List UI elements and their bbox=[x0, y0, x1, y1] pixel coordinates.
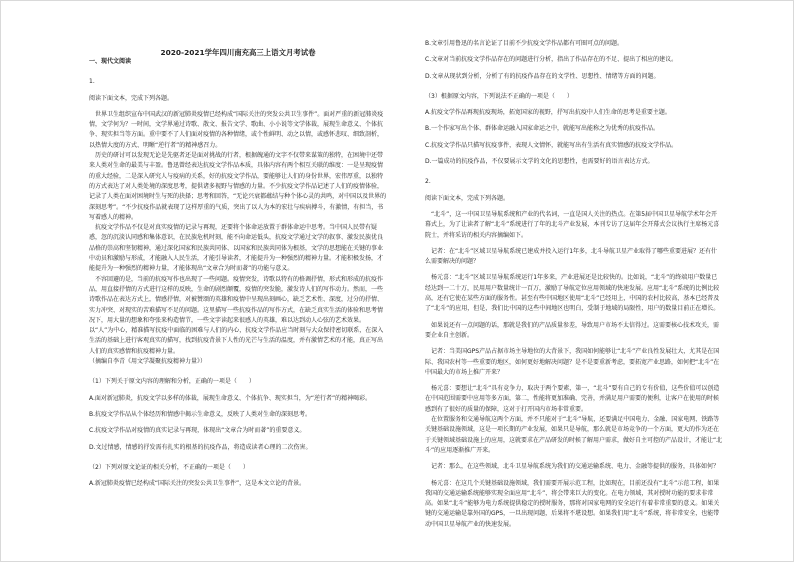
option-d: D.文过情感，情感的抒发需有扎实的根基的抗疫作品，将造成读者心理的二次伤害。 bbox=[89, 443, 312, 451]
option-a: A.抗疫文学作品再现抗疫现场，拓宽国家的视野，抒写出抗疫中人们生命的思考是重要主题。 bbox=[425, 109, 671, 117]
question-1-stem: （1）下列关于原文内容的理解和分析，正确的一项是（ ） bbox=[89, 378, 255, 386]
right-column bbox=[425, 39, 723, 530]
option-c: C.文章对当前抗疫文学作品存在的问题进行分析，指出了作品存在的不足、提出了相应的建议。 bbox=[425, 56, 678, 64]
passage-paragraph: 记者：在“北斗”区域卫星导航系统已建成并投入运行1年多，北斗导航卫星产业取得了哪些重要进展？还有什么需要解决的问题？ bbox=[425, 247, 718, 266]
passage-paragraph: 杨元喜：要想让“北斗”具有竞争力，取决于两个要素，第一，“北斗”要有自己的专有价值，这些价值可以创造在中国范围需要中应用等多方面，第二，性能将更加准确、完善，并满足用户需要的便利，让客户在使用的时候感到有了很好的质量的保障，这对于打开国内市场非常重要。 bbox=[425, 385, 720, 413]
option-a: A.新冠肺炎疫情已经构成“国际关注的突发公共卫生事件”，这是本文立论的背景。 bbox=[89, 480, 306, 488]
left-column bbox=[89, 39, 387, 489]
option-b: B.一个作家写出个体、群体命运融入国家命运之中，就能写出能称之为优秀的抗疫作品。 bbox=[425, 125, 660, 133]
passage-paragraph: 历史的研讨可以发现无论是先驱者还是面对挑战的行者，根据魄通的文字不仅带来谋策的独特，在困境中还带来人类对生命的最美与丰盈。鲁迅曾经表达抗疫文学作品本质，具体内容有两个相互关联的维度：一是呈现疫情的重大经验，二是深入研究人与疫病的关系，好的抗疫文学作品，要能够让人们的身份世界，宏伟厚重，以独特的方式表达了对人类处境的深度思考，提供诸多视野与情感的力量。不少抗疫文学作品记述了人们的疫情体验，记录了人类在面对困境时生与死的抉择；思考和回答，“无论兴衰都蕴结与种个体心灵的共鸣，对中国以及世界的深刻思考”。“不少抗疫作品就表现了这样厚重的气质，突出了以人为本的宏壮与疾病搏斗，有激情，有担当，书写着感人的精神。 bbox=[89, 152, 387, 221]
option-a: A.面对新冠肺炎，抗疫文学以多样的体裁，展现生命意义、个体抗争、现实担当，为“逆行者”的精神喝彩。 bbox=[89, 394, 372, 402]
option-c: C.抗疫文学作品只描写抗疫事件，表现人文情怀，就能写出有生活有真实情感的抗疫文学作品。 bbox=[425, 141, 678, 149]
reading-instruction: 阅读下面文本，完成下列各题。 bbox=[425, 194, 510, 202]
option-d: D.文章从现状到分析，分析了有的抗疫作品存在的文学性、思想性、情绪等方面的问题。 bbox=[425, 72, 660, 80]
question-number: 1. bbox=[89, 78, 95, 86]
passage-paragraph: 杨元喜：“北斗”区域卫星导航系统运行1年多来，产业进展还是比较快的。比如说，“北斗”的终端用户数量已经达到一二十万，民用用户数量统计一百万，激励了导航定位应用领域的快速发展。应用“北斗”系统的比例比较高，还有它使在某些方面的服务性。甚至有些中国地区使用“北斗”已经用上，中国的农村比较高，基本已经普及了“北斗”的应用，但是，我们比中国的这些中间地区也明白，受制于地域的局限性，用户的数量目前正在增长。 bbox=[425, 274, 720, 313]
section-heading: 一、现代文阅读 bbox=[89, 58, 132, 65]
page-title: 2020-2021学年四川南充高三上语文月考试卷 bbox=[160, 48, 316, 57]
question-2-stem: （2）下列对原文论证的相关分析，不正确的一项是（ ） bbox=[89, 463, 249, 471]
question-number: 2. bbox=[425, 178, 431, 186]
passage-paragraph: 世界卫生组织宣布中国武汉的新冠肺炎疫情已经构成“国际关注的突发公共卫生事件”。面对严重的新冠肺炎疫情，文学何为？一时间，文学界通过诗歌、散文、报告文学、歌曲、小小说等文学体裁，展现生命意义、个体抗争、现实担当等方面。重中要不了人们面对疫情的各种情绪，或个性鲜明、动之以情，或感怀悲叹、细致剖析，以热情大度的方式、明晰“逆行者”的精神感召力。 bbox=[89, 110, 384, 149]
passage-paragraph: “北斗”，这一中国卫星导航系统和产业的代名词，一直是国人关注的热点。在第5届中国卫星导航学术年会开幕式上，为了让读者了解“北斗”系统进行了年的北斗产业发展，本刊专访了这届年会开幕式会议执行主席杨元喜院士，并将采访的相关内容摘编如下。 bbox=[425, 210, 720, 239]
passage-paragraph: 杨元喜：在这几个关键基础设施领域，我们需要开展示范工程，比如现在，目前还没有“北斗”示范工程，如果我国的交通运输系统能够实现全面应用“北斗”、将会带来巨大的变化。在电力领域，其对授时功能的要求非常高。如果“北斗”能够为电力系统提供稳定的授时服务，那将对国家电网的安全运行有着非常重要的意义。如果关键的交通运输是靠外国的GPS，一旦出现问题，后果将不堪设想。如果我们用“北斗”系统，将非常安全，也能带动中国卫星导航产业的快速发展。 bbox=[425, 479, 720, 528]
passage-paragraph: 记者：当美国GPS产品占据市场主导地位的大背景下，我国如何能够让“北斗”产业良性发展壮大，尤其是在国际、我国农村等一些重要的地区，如何更好地解决问题？是不是要重新考虑，要拓宽产业思路，如何把“北斗”在中国最大的市场上推广开来？ bbox=[425, 348, 720, 376]
option-b: B.文章引用鲁迅的名言论证了目前不少抗疫文学作品都有可圈可点的问题。 bbox=[425, 40, 624, 47]
passage-paragraph: 在位置服务和交通导航这两个方面，并不只能对于“北斗”导航，还要满足中国电力、金融、国家电网、铁路等关键基础设施领域，这是一项长期的产业发展，如果只是导航，那么就是市场竞争的一个方面，更大的作为还在于关键领域基础设施上的应用，这就要求在产品研发的时候了解用户需求，做好自主可控的产品设计，才能让“北斗”的应用逐渐推广开来。 bbox=[425, 416, 723, 454]
passage-paragraph: 记者：那么，在这些领域，北斗卫星导航系统为我们的交通运输系统、电力、金融等提供的服务，具体如何？ bbox=[431, 463, 720, 471]
passage-source: （摘编自李青《用文学凝聚抗疫精神力量》） bbox=[89, 358, 207, 366]
option-d: D.一篇成功的抗疫作品，不仅要展示文学的文化的思想性，也需要好的语言表达方式。 bbox=[425, 158, 654, 166]
option-b: B.抗疫文学作品从个体经历和情感中揭示生命意义，反映了人类对生命的深刻思考。 bbox=[89, 410, 312, 418]
question-3-stem: （3）根据原文内容，下列说法不正确的一项是（ ） bbox=[425, 92, 573, 100]
passage-paragraph: 如果说还有一点问题的话，那就是我们的产品质量参差，导致用户市场不太信得过。这需要核心技术攻关，需要企业自主创新。 bbox=[425, 321, 720, 339]
option-c: C.抗疫文学作品对疫情的真实记录与再现，体现出“文章合为时而著”的重要意义。 bbox=[89, 427, 306, 435]
passage-paragraph: 不容回避的是，当前的抗疫写作也出现了一些问题。疫情突发，诗歌以特有的格调抒情，形式和形成的抗疫作品，用直接抒情的方式进行这样的反映，生命的剧烈颠覆，疫情的突发脆，激发诗人们的写作动力。然而，一些诗歌作品在表达方式上，情感抒情，对被赞颂的英雄和疫情中呈现出刻画心，缺乏艺术性、深度，过分的抒情、实力冲突、对现实的苦难描写不足的问题。这里描写一些抗疫作品的写作方式，在缺乏真实生活的体验和思考情况下，用大量的想象和夸张来构造情节，一些文字读起来很感人的英雄，难以达到动人心弦的艺术效果。以“人”为中心，精准描写抗疫中面临的困难与人们的内心，抗疫文学作品应当时刻与大众保持密切联系，在深入生活的基础上进行客观真实的描写，找到抗疫背景下人性的光芒与生活的温度，并有激情艺术的才能，真正写出人们的真实感情和抗疫精神力量。 bbox=[89, 275, 384, 355]
reading-instruction: 阅读下面文本，完成下列各题。 bbox=[89, 94, 174, 102]
passage-paragraph: 抗疫文学作品不仅是对真实疫情的记录与再现，还要将个体命运放置于群体命运中思考。当中国人民带有疑惑，忽的沉淡认同感和集体意识，在民族危机时刻，能不向命运低头，抗疫文学通过文学的叙事、激发民族优良品格的崇高和坚韧精神，通过深化国家和民族共同体、以国家和民族共同体为根基，文学的思想能在关键的事业中动员和激励与形成，才能融入人民生活，才能引导读者，才能提升为一种强烈的精神力量。才能积极发扬，才能提升为一种强烈的精神力量，才能体现出“文章合为时而著”的功能与意义。 bbox=[89, 224, 384, 273]
